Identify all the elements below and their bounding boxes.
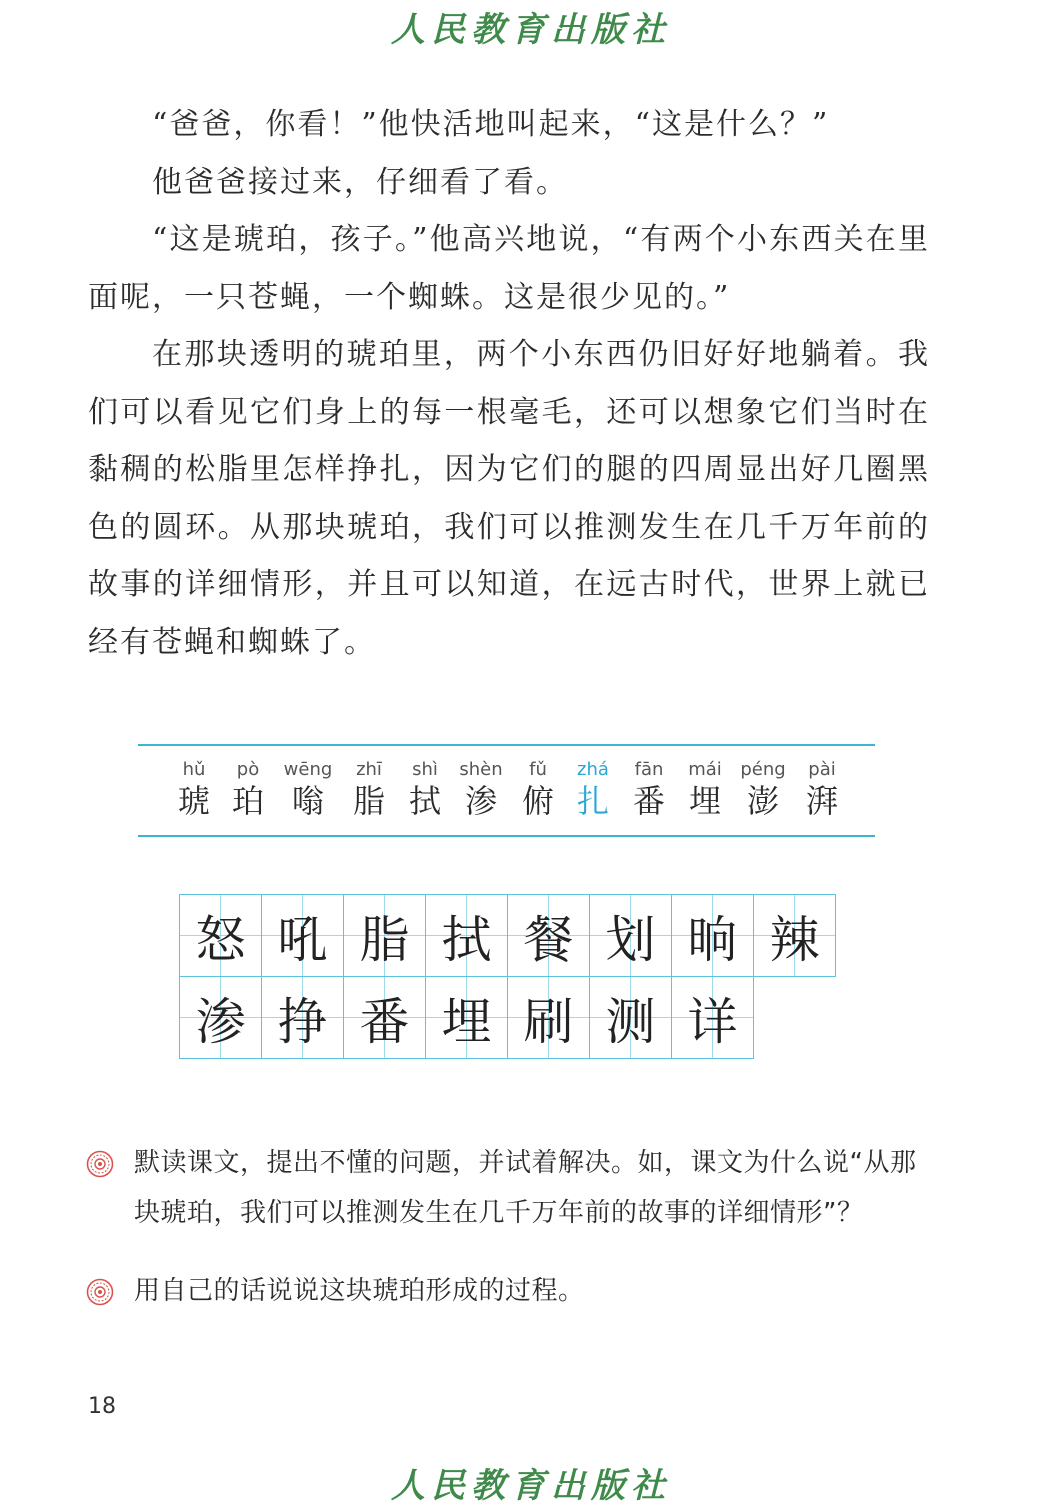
vocab-word (792, 746, 852, 821)
story-paragraph: 他爸爸接过来，仔细看了看。 (152, 164, 568, 200)
vocab-word (675, 746, 735, 821)
writing-cell: 详 (671, 976, 754, 1059)
story-text (88, 96, 930, 671)
vocab-word (508, 746, 568, 821)
pinyin: fǔ (529, 759, 547, 780)
writing-cell: 怒 (179, 894, 262, 977)
writing-cell: 渗 (179, 976, 262, 1059)
vocab-word (451, 746, 511, 821)
pinyin: zhá (577, 759, 609, 780)
exercise-text: 用自己的话说说这块琥珀形成的过程。 (134, 1276, 585, 1306)
hanzi: 渗 (464, 782, 497, 820)
hanzi: 埋 (688, 782, 721, 820)
hanzi: 嗡 (291, 782, 324, 820)
writing-cell: 刷 (507, 976, 590, 1059)
writing-cell: 餐 (507, 894, 590, 977)
hanzi: 拭 (408, 782, 441, 820)
vocab-word (395, 746, 455, 821)
page-number: 18 (88, 1394, 116, 1419)
writing-cell: 番 (343, 976, 426, 1059)
exercise-item (86, 1266, 936, 1316)
writing-cell: 晌 (671, 894, 754, 977)
vocab-word (339, 746, 399, 821)
pinyin: mái (688, 759, 722, 780)
vocab-word (733, 746, 793, 821)
writing-cell: 拭 (425, 894, 508, 977)
story-paragraph: 在那块透明的琥珀里，两个小东西仍旧好好地躺着。我们可以看见它们身上的每一根毫毛，还可以想象它们当时在黏稠的松脂里怎样挣扎，因为它们的腿的四周显出好几圈黑色的圆环。从那块琥珀，我们可以推测发生在几千万年前的故事的详细情形，并且可以知道，在远古时代，世界上就已经有苍蝇和蜘蛛了。 (88, 337, 930, 660)
publisher-header: 人民教育出版社 (391, 10, 671, 50)
publisher-footer: 人民教育出版社 (391, 1466, 671, 1506)
hanzi: 番 (632, 782, 665, 820)
vocab-word-highlighted (563, 746, 623, 821)
hanzi: 澎 (746, 782, 779, 820)
story-paragraph: “这是琥珀，孩子。”他高兴地说，“有两个小东西关在里面呢，一只苍蝇，一个蜘蛛。这是很少见的。” (88, 222, 930, 315)
pinyin: shì (412, 759, 438, 780)
hanzi: 扎 (576, 782, 609, 820)
writing-cell: 埋 (425, 976, 508, 1059)
writing-cell: 划 (589, 894, 672, 977)
writing-cell: 挣 (261, 976, 344, 1059)
pinyin: wēng (283, 759, 333, 780)
exercise-marker-icon (86, 1278, 114, 1306)
writing-grid (179, 894, 835, 1058)
vocab-word (164, 746, 224, 821)
pinyin: shèn (459, 759, 503, 780)
writing-cell: 吼 (261, 894, 344, 977)
pinyin: fān (634, 759, 664, 780)
writing-cell: 测 (589, 976, 672, 1059)
story-paragraph: “爸爸，你看！”他快活地叫起来，“这是什么？” (152, 107, 830, 142)
pinyin: péng (740, 759, 786, 780)
pinyin: pò (236, 759, 260, 780)
hanzi: 珀 (231, 782, 264, 820)
hanzi: 脂 (352, 782, 385, 820)
pinyin: zhī (356, 759, 382, 780)
exercise-marker-icon (86, 1150, 114, 1178)
writing-cell: 辣 (753, 894, 836, 977)
hanzi: 琥 (177, 782, 210, 820)
exercise-text: 默读课文，提出不懂的问题，并试着解决。如，课文为什么说“从那块琥珀，我们可以推测发生在几千万年前的故事的详细情形”？ (134, 1148, 917, 1228)
hanzi: 湃 (805, 782, 838, 820)
vocab-word (619, 746, 679, 821)
writing-cell: 脂 (343, 894, 426, 977)
hanzi: 俯 (521, 782, 554, 820)
pinyin: hǔ (182, 759, 206, 780)
vocab-word (218, 746, 278, 821)
pinyin: pài (808, 759, 836, 780)
pinyin-vocabulary-box (138, 744, 875, 837)
vocab-word (278, 746, 338, 821)
exercise-item (86, 1138, 936, 1238)
